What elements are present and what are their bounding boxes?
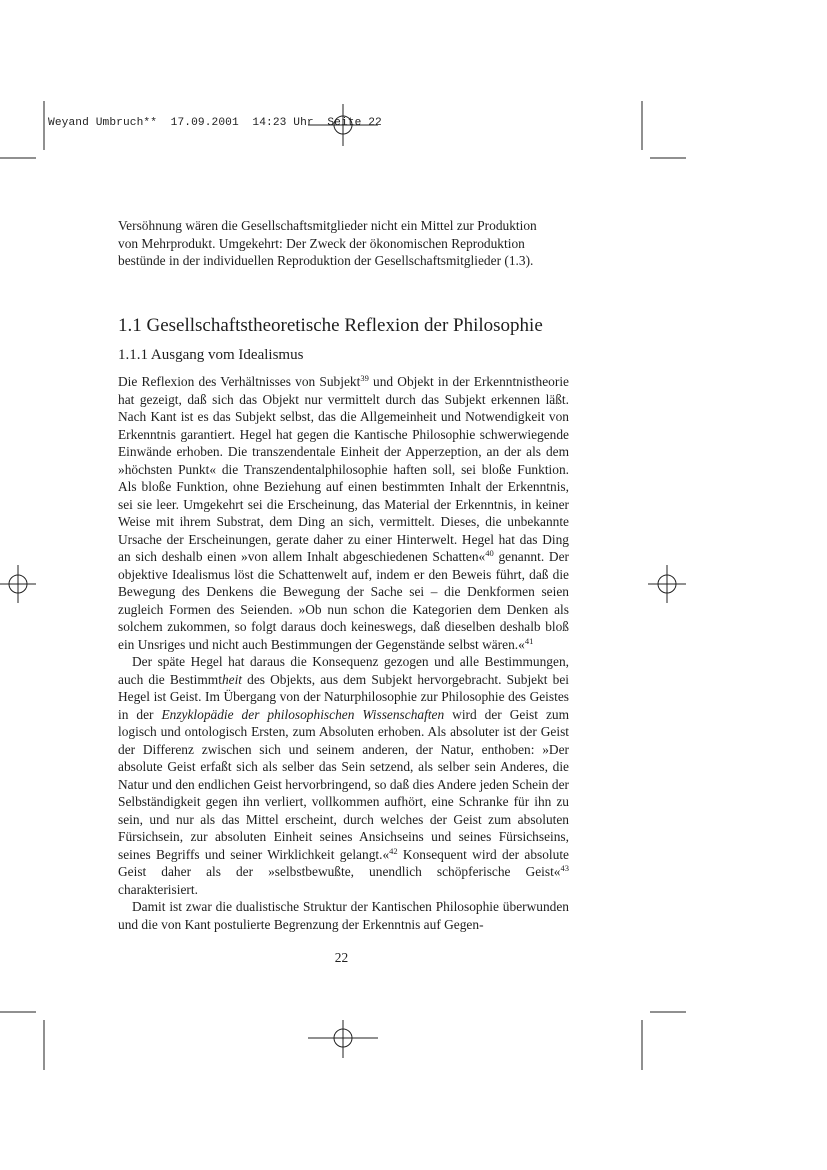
paragraph-2: Der späte Hegel hat daraus die Konsequenz gezogen und alle Bestimmungen, auch die Bestimmtheit des Objekts, aus dem Subjekt hervorgebracht. Subjekt bei Hegel ist Geist. Im Übergang von der Naturphilosophie zur Philosophie des Geistes in der Enzyklopädie der philosophischen Wissenschaften wird der Geist zum logisch und ontologisch Ersten, zum Absoluten erhoben. Als absoluter ist der Geist der Differenz zwischen sich und seinem anderen, der Natur, enthoben: »Der absolute Geist erfaßt sich als selber das Sein setzend, als selber sein Anderes, die Natur und den endlichen Geist hervorbringend, so daß dies Andere jeden Schein der Selbständigkeit gegen ihn verliert, vollkommen aufhört, eine Schranke für ihn zu sein, und nur als das Mittel erscheint, durch welches der Geist zum absoluten Fürsichsein, zur absoluten Einheit seines Ansichseins und seines Fürsichseins, seines Begriffs und seiner Wirklichkeit gelangt.«$^{42}$ Konsequent wird der absolute Geist daher als der »selbstbewußte, unendlich schöpferische Geist«$^{43}$ charakterisiert.: [118, 654, 569, 897]
registration-mark-right: [648, 565, 686, 603]
body-text: [118, 373, 569, 933]
paragraph-3: Damit ist zwar die dualistische Struktur der Kantischen Philosophie überwunden und die von Kant postulierte Begrenzung der Erkenntnis auf Gegen-: [118, 899, 569, 932]
printer-slug-line: Weyand Umbruch** 17.09.2001 14:23 Uhr Seite 22: [48, 117, 382, 129]
paragraph-1: Die Reflexion des Verhältnisses von Subjekt$^{39}$ und Objekt in der Erkenntnistheorie hat gezeigt, daß sich das Objekt nur vermittelt durch das Subjekt erkennen läßt. Nach Kant ist es das Subjekt selbst, das die Allgemeinheit und Notwendigkeit von Erkenntnis garantiert. Hegel hat gegen die Kantische Philosophie schwerwiegende Einwände erhoben. Die transzendentale Einheit der Apperzeption, an der als dem »höchsten Punkt« die Transzendentalphilosophie haften soll, sei bloße Funktion. Als bloße Funktion, ohne Beziehung auf einen bestimmten Inhalt der Erkenntnis, sei sie leer. Umgekehrt sei die Erscheinung, das Material der Erkenntnis, in keiner Weise mit ihrem Substrat, dem Ding an sich, vermittelt. Dieses, die unbekannte Ursache der Erscheinungen, gerate daher zu einer Hinterwelt. Hegel hat das Ding an sich deshalb einen »von allem Inhalt abgeschiedenen Schatten«$^{40}$ genannt. Der objektive Idealismus löst die Schattenwelt auf, indem er den Beweis führt, daß die Bewegung des Denkens die Bewegung der Sache sei – die Denkformen seien zugleich Formen des Seienden. »Ob nun schon die Kategorien dem Denken als solchem zukommen, so folgt daraus doch keineswegs, daß dieselben deshalb bloß ein Unsriges und nicht auch Bestimmungen der Gegenstände selbst wären.«$^{41}$: [118, 373, 569, 652]
intro-line-2: von Mehrprodukt. Umgekehrt: Der Zweck der ökonomischen Reproduktion: [118, 235, 525, 251]
italic-heit: heit: [221, 671, 243, 687]
footnote-ref-40: 40: [485, 548, 494, 558]
section-heading: 1.1 Gesellschaftstheoretische Reflexion der Philosophie: [118, 315, 543, 336]
footnote-ref-43: 43: [560, 863, 569, 873]
intro-line-3: bestünde in der individuellen Reproduktion der Gesellschaftsmitglieder (1.3).: [118, 253, 534, 268]
intro-paragraph: [118, 217, 569, 270]
italic-book-title: Enzyklopädie der philosophischen Wissenschaften: [161, 706, 445, 722]
registration-mark-left: [0, 565, 36, 603]
intro-line-1: Versöhnung wären die Gesellschaftsmitglieder nicht ein Mittel zur Produktion: [118, 218, 537, 233]
footnote-ref-39: 39: [360, 373, 369, 383]
footnote-ref-42: 42: [389, 845, 398, 856]
subsection-heading: 1.1.1 Ausgang vom Idealismus: [118, 347, 304, 363]
footnote-ref-41: 41: [524, 635, 534, 646]
page-number: 22: [334, 950, 349, 965]
registration-mark-bottom: [308, 1020, 378, 1058]
